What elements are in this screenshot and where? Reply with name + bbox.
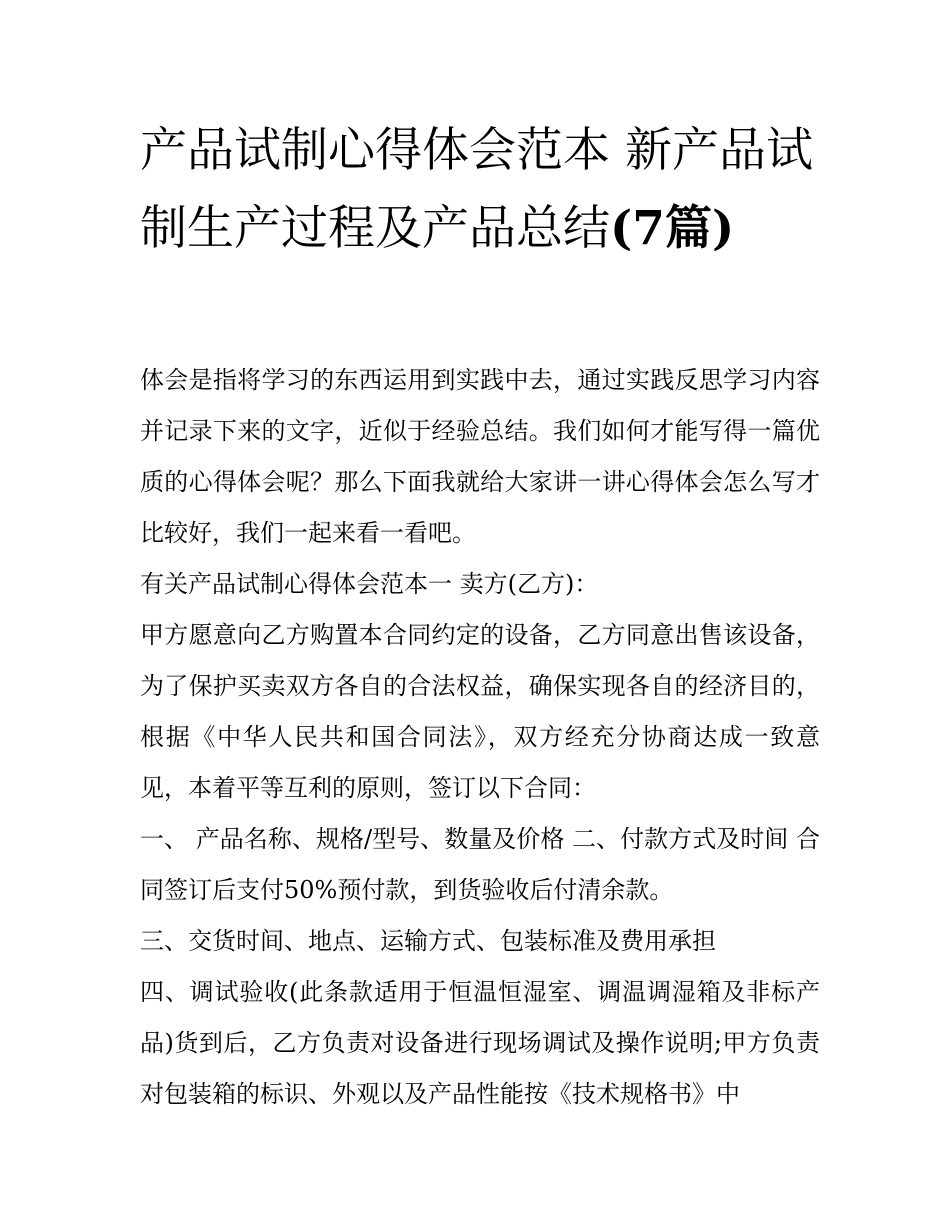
document-title	[140, 112, 820, 268]
contract-preamble-paragraph: 甲方愿意向乙方购置本合同约定的设备，乙方同意出售该设备，为了保护买卖双方各自的合法权益，确保实现各自的经济目的，根据《中华人民共和国合同法》，双方经充分协商达成一致意见，本着平等互利的原则，签订以下合同：	[140, 621, 820, 802]
clause-one-two-paragraph: 一、 产品名称、规格/型号、数量及价格 二、付款方式及时间 合同签订后支付50%预付款，到货验收后付清余款。	[140, 825, 820, 904]
document-title-tail: (7篇)	[610, 201, 735, 256]
intro-paragraph: 体会是指将学习的东西运用到实践中去，通过实践反思学习内容并记录下来的文字，近似于经验总结。我们如何才能写得一篇优质的心得体会呢？那么下面我就给大家讲一讲心得体会怎么写才比较好，我们一起来看一看吧。	[140, 366, 820, 547]
document-title-main: 产品试制心得体会范本 新产品试制生产过程及产品总结	[140, 123, 813, 256]
clause-four-paragraph: 四、调试验收(此条款适用于恒温恒湿室、调温调湿箱及非标产品)货到后，乙方负责对设备进行现场调试及操作说明;甲方负责对包装箱的标识、外观以及产品性能按《技术规格书》中	[140, 978, 820, 1108]
document-body	[140, 355, 820, 1120]
clause-three-paragraph: 三、交货时间、地点、运输方式、包装标准及费用承担	[140, 927, 716, 955]
section-heading-paragraph: 有关产品试制心得体会范本一 卖方(乙方)：	[140, 570, 599, 598]
